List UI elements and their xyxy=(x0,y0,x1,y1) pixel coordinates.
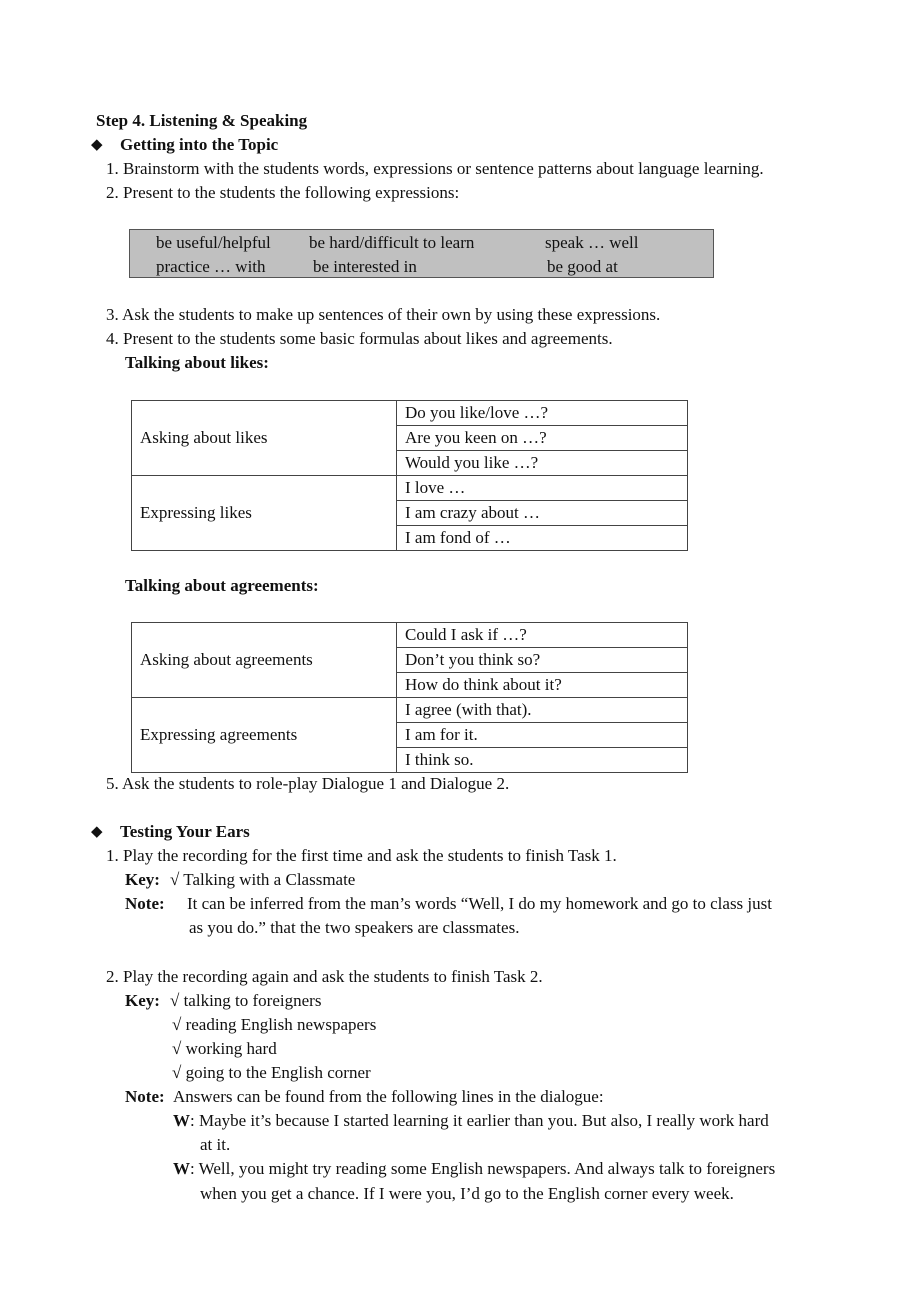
list-item: 2. Play the recording again and ask the students to finish Task 2. xyxy=(106,967,543,986)
agreements-subtitle: Talking about agreements: xyxy=(125,576,319,595)
dialogue-line xyxy=(173,1159,775,1179)
table-cell: I love … xyxy=(397,476,688,501)
table-cell: I am crazy about … xyxy=(397,501,688,526)
key-label: Key: xyxy=(125,991,160,1010)
key-value: √ talking to foreigners xyxy=(170,991,322,1010)
expression: speak … well xyxy=(545,233,639,252)
list-item: 1. Play the recording for the first time and ask the students to finish Task 1. xyxy=(106,846,617,865)
table-cell: Would you like …? xyxy=(397,451,688,476)
table-cell: Do you like/love …? xyxy=(397,401,688,426)
section-title-testing-your-ears: Testing Your Ears xyxy=(120,822,250,841)
table-row xyxy=(132,623,688,648)
table-cell: I agree (with that). xyxy=(397,698,688,723)
group-label: Expressing likes xyxy=(132,476,397,551)
expression: practice … with xyxy=(156,257,266,276)
note-text: Answers can be found from the following lines in the dialogue: xyxy=(173,1087,604,1106)
table-row xyxy=(132,476,688,501)
likes-table xyxy=(131,400,688,551)
dialogue-text: : Well, you might try reading some English newspapers. And always talk to foreigners xyxy=(190,1159,776,1178)
table-cell: Could I ask if …? xyxy=(397,623,688,648)
likes-subtitle: Talking about likes: xyxy=(125,353,269,372)
table-row xyxy=(132,401,688,426)
table-cell: I am for it. xyxy=(397,723,688,748)
list-item: 2. Present to the students the following expressions: xyxy=(106,183,460,202)
step-heading: Step 4. Listening & Speaking xyxy=(96,111,308,130)
list-item: 3. Ask the students to make up sentences of their own by using these expressions. xyxy=(106,305,661,324)
dialogue-text: when you get a chance. If I were you, I’d go to the English corner every week. xyxy=(200,1184,734,1203)
list-item: 1. Brainstorm with the students words, expressions or sentence patterns about language learning. xyxy=(106,159,764,178)
expression: be good at xyxy=(547,257,618,276)
group-label: Expressing agreements xyxy=(132,698,397,773)
table-cell: Don’t you think so? xyxy=(397,648,688,673)
dialogue-line xyxy=(173,1111,769,1131)
expression: be interested in xyxy=(313,257,417,276)
note-text: It can be inferred from the man’s words “Well, I do my homework and go to class just xyxy=(187,894,772,913)
note-label: Note: xyxy=(125,894,165,913)
table-cell: I think so. xyxy=(397,748,688,773)
agreements-table xyxy=(131,622,688,773)
table-cell: How do think about it? xyxy=(397,673,688,698)
section-title-getting-into-topic: Getting into the Topic xyxy=(120,135,279,154)
expression: be useful/helpful xyxy=(156,233,271,252)
dialogue-text: : Maybe it’s because I started learning it earlier than you. But also, I really work hard xyxy=(190,1111,769,1130)
key-label: Key: xyxy=(125,870,160,889)
dialogue-text: at it. xyxy=(200,1135,231,1154)
expressions-box xyxy=(129,229,714,278)
key-value: √ Talking with a Classmate xyxy=(170,870,356,889)
table-cell: Are you keen on …? xyxy=(397,426,688,451)
table-cell: I am fond of … xyxy=(397,526,688,551)
speaker-label: W xyxy=(173,1159,190,1178)
expression: be hard/difficult to learn xyxy=(309,233,475,252)
speaker-label: W xyxy=(173,1111,190,1130)
diamond-bullet-icon: ◆ xyxy=(91,137,103,153)
list-item: 4. Present to the students some basic formulas about likes and agreements. xyxy=(106,329,613,348)
note-text: as you do.” that the two speakers are classmates. xyxy=(189,918,520,937)
group-label: Asking about agreements xyxy=(132,623,397,698)
key-value: √ going to the English corner xyxy=(172,1063,371,1082)
key-value: √ working hard xyxy=(172,1039,277,1058)
note-label: Note: xyxy=(125,1087,165,1106)
list-item: 5. Ask the students to role-play Dialogue 1 and Dialogue 2. xyxy=(106,774,510,793)
table-row xyxy=(132,698,688,723)
diamond-bullet-icon: ◆ xyxy=(91,824,103,840)
group-label: Asking about likes xyxy=(132,401,397,476)
key-value: √ reading English newspapers xyxy=(172,1015,377,1034)
